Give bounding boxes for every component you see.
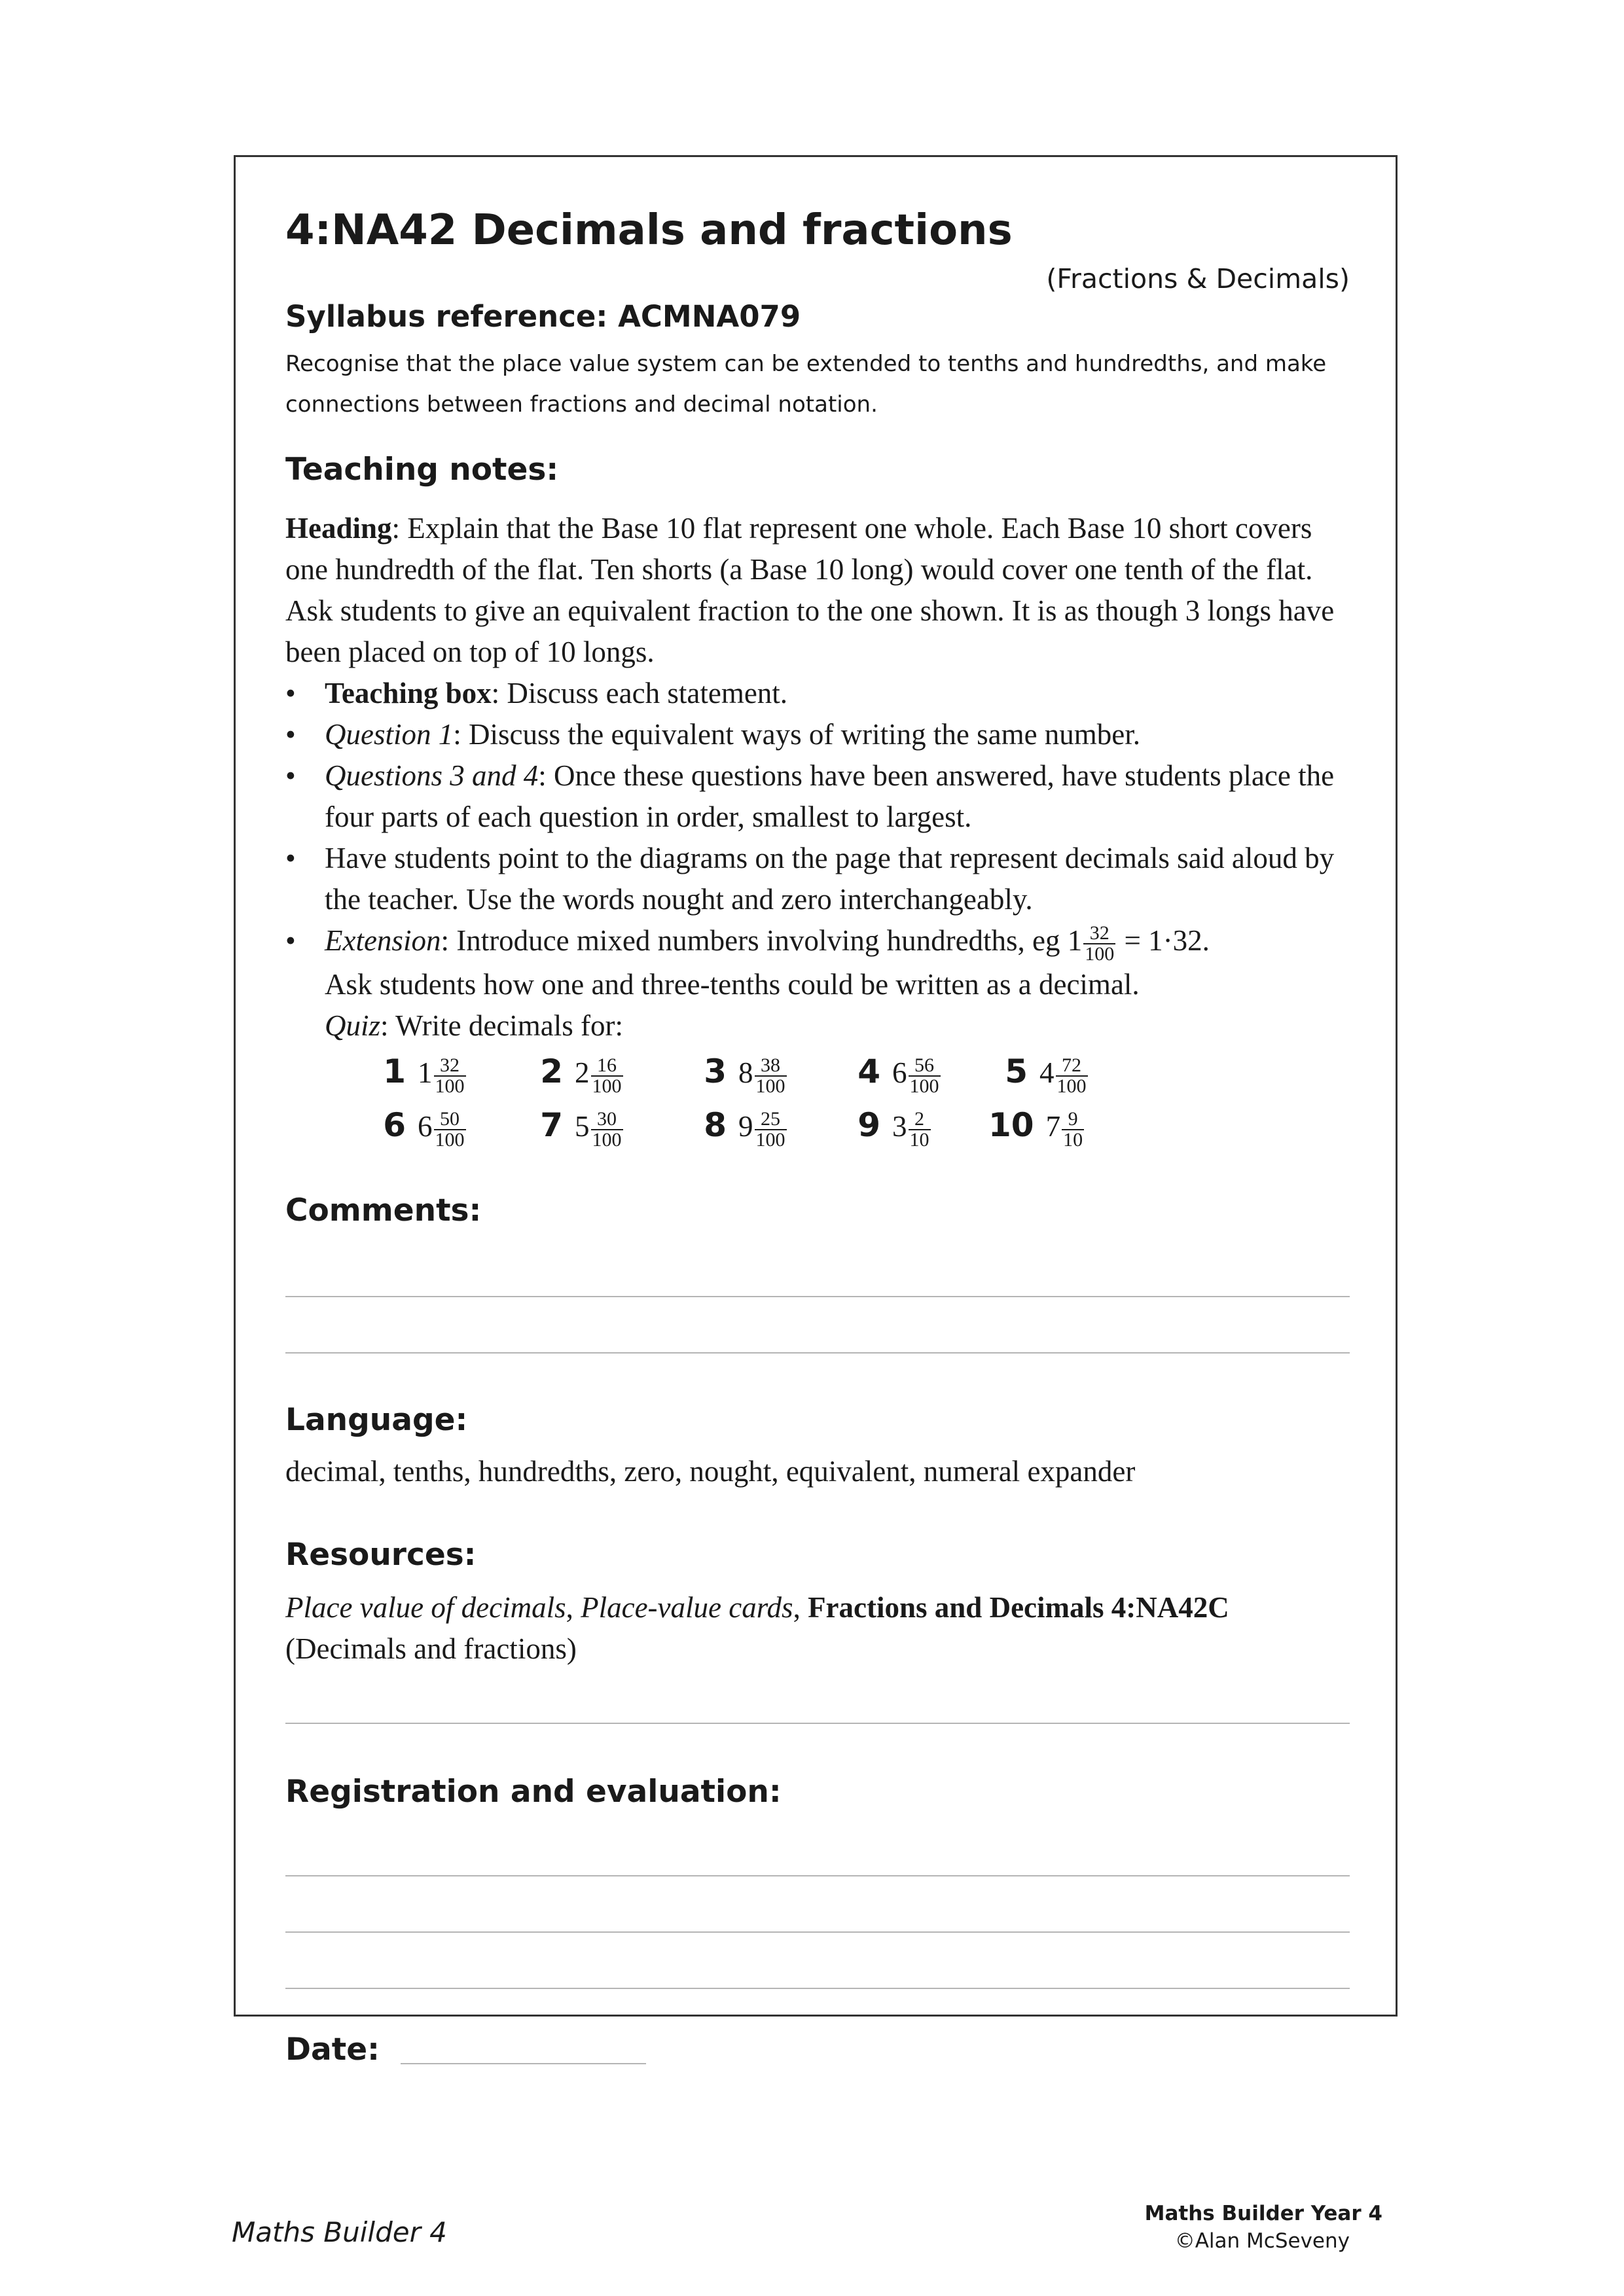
- quiz-number: 10: [988, 1106, 1034, 1144]
- fraction-denominator: 100: [592, 1128, 622, 1151]
- quiz-fraction: [591, 1056, 623, 1096]
- quiz-number: 4: [857, 1052, 880, 1090]
- fraction-numerator: 25: [755, 1109, 787, 1130]
- quiz-number: 6: [383, 1106, 406, 1144]
- fraction-numerator: 38: [755, 1056, 787, 1077]
- quiz-item: [687, 1106, 788, 1150]
- resource-item: (Decimals and fractions): [285, 1632, 577, 1665]
- quiz-whole: 6: [418, 1110, 433, 1143]
- extension-fraction: [1083, 924, 1115, 964]
- list-item: [285, 920, 1359, 1047]
- quiz-number: 1: [383, 1052, 406, 1090]
- fraction-denominator: 100: [592, 1075, 622, 1097]
- footer-left: Maths Builder 4: [232, 2216, 447, 2248]
- fraction-denominator: 10: [1063, 1128, 1083, 1151]
- quiz-whole: 7: [1045, 1110, 1061, 1143]
- fraction-numerator: 56: [909, 1056, 941, 1077]
- bullet-text: Have students point to the diagrams on the page that represent decimals said aloud by the teacher. Use the words nought and zero interchangeably.: [325, 842, 1335, 916]
- comments-heading: Comments:: [285, 1193, 482, 1229]
- list-item: [285, 714, 1359, 755]
- quiz-number: 7: [540, 1106, 563, 1144]
- quiz-text: : Write decimals for:: [380, 1009, 624, 1042]
- fraction-denominator: 100: [755, 1075, 785, 1097]
- fraction-denominator: 100: [435, 1128, 465, 1151]
- quiz-whole: 8: [738, 1056, 753, 1089]
- quiz-whole: 3: [892, 1110, 907, 1143]
- page-subtitle: (Fractions & Decimals): [1046, 263, 1350, 295]
- quiz-whole: 6: [892, 1056, 907, 1089]
- heading-note-text: : Explain that the Base 10 flat represent one whole. Each Base 10 short covers one hundredth of the flat. Ten shorts (a Base 10 long) would cover one tenth of the flat. Ask students to give an equivalent fraction to the one shown. It is as though 3 longs have been placed on top of 10 longs.: [285, 512, 1335, 668]
- quiz-item: [841, 1106, 932, 1150]
- quiz-number: 8: [704, 1106, 727, 1144]
- quiz-number: 5: [1005, 1052, 1028, 1090]
- fraction-numerator: 9: [1062, 1109, 1084, 1130]
- resource-item: Place value of decimals: [285, 1591, 566, 1624]
- bullet-text: : Discuss each statement.: [491, 677, 788, 709]
- comments-line[interactable]: [285, 1352, 1350, 1354]
- extension-text-after: = 1·32.: [1117, 924, 1210, 957]
- quiz-whole: 5: [575, 1110, 590, 1143]
- fraction-numerator: 2: [909, 1109, 931, 1130]
- quiz-whole: 1: [418, 1056, 433, 1089]
- list-item: [285, 838, 1359, 920]
- bullet-label: Question 1: [325, 718, 454, 751]
- quiz-fraction: [434, 1109, 466, 1150]
- extension-label: Extension: [325, 924, 441, 957]
- quiz-number: 9: [857, 1106, 880, 1144]
- quiz-fraction: [755, 1109, 787, 1150]
- comments-line[interactable]: [285, 1296, 1350, 1297]
- registration-line[interactable]: [285, 1988, 1350, 1989]
- fraction-denominator: 100: [435, 1075, 465, 1097]
- bullet-label: Teaching box: [325, 677, 492, 709]
- quiz-item: [841, 1052, 942, 1096]
- teaching-notes-heading: Teaching notes:: [285, 452, 559, 488]
- fraction-numerator: 32: [434, 1056, 466, 1077]
- heading-note-label: Heading: [285, 512, 392, 545]
- resource-item: Fractions and Decimals 4:NA42C: [808, 1591, 1229, 1624]
- quiz-whole: 9: [738, 1110, 753, 1143]
- quiz-number: 3: [704, 1052, 727, 1090]
- list-item: [285, 755, 1359, 838]
- quiz-item: [367, 1106, 467, 1150]
- quiz-whole: 4: [1039, 1056, 1055, 1089]
- fraction-numerator: 72: [1056, 1056, 1088, 1077]
- quiz-item: [524, 1106, 624, 1150]
- bullet-text: : Once these questions have been answered, have students place the four parts of each question in order, smallest to largest.: [325, 759, 1335, 833]
- syllabus-description: Recognise that the place value system can be extended to tenths and hundredths, and make connections between fractions and decimal notation.: [285, 351, 1327, 418]
- heading-note: [285, 508, 1359, 673]
- footer-copyright: ©Alan McSeveny: [1174, 2229, 1350, 2253]
- registration-line[interactable]: [285, 1875, 1350, 1876]
- resources-line[interactable]: [285, 1723, 1350, 1724]
- extension-line2: Ask students how one and three-tenths could be written as a decimal.: [325, 967, 1140, 1001]
- registration-heading: Registration and evaluation:: [285, 1774, 782, 1810]
- fraction-denominator: 100: [1056, 1075, 1087, 1097]
- quiz-item: [988, 1106, 1085, 1150]
- extension-text: : Introduce mixed numbers involving hundredths, eg 1: [441, 924, 1083, 957]
- fraction-numerator: 30: [591, 1109, 623, 1130]
- fraction-denominator: 100: [755, 1128, 785, 1151]
- quiz-item: [988, 1052, 1089, 1096]
- fraction-denominator: 100: [1085, 942, 1115, 965]
- teaching-notes: [285, 508, 1359, 1047]
- bullet-text: : Discuss the equivalent ways of writing the same number.: [453, 718, 1141, 751]
- quiz-fraction: [434, 1056, 466, 1096]
- quiz-fraction: [1062, 1109, 1084, 1150]
- footer-book-title: Maths Builder Year 4: [1144, 2202, 1382, 2225]
- resources-heading: Resources:: [285, 1537, 477, 1573]
- quiz-fraction: [755, 1056, 787, 1096]
- language-heading: Language:: [285, 1402, 468, 1438]
- quiz-fraction: [591, 1109, 623, 1150]
- registration-line[interactable]: [285, 1931, 1350, 1933]
- syllabus-heading: Syllabus reference: ACMNA079: [285, 299, 801, 334]
- fraction-denominator: 10: [909, 1128, 929, 1151]
- fraction-numerator: 16: [591, 1056, 623, 1077]
- quiz-fraction: [1056, 1056, 1088, 1096]
- quiz-item: [367, 1052, 467, 1096]
- quiz-label: Quiz: [325, 1009, 381, 1042]
- date-line[interactable]: [401, 2063, 646, 2064]
- teaching-notes-list: [285, 673, 1359, 1047]
- quiz-whole: 2: [575, 1056, 590, 1089]
- quiz-number: 2: [540, 1052, 563, 1090]
- quiz-item: [524, 1052, 624, 1096]
- resource-separator: ,: [793, 1591, 808, 1624]
- fraction-denominator: 100: [909, 1075, 939, 1097]
- fraction-numerator: 32: [1083, 924, 1115, 944]
- list-item: [285, 673, 1359, 714]
- resources-text: [285, 1587, 1359, 1670]
- resource-separator: ,: [566, 1591, 581, 1624]
- page-title: 4:NA42 Decimals and fractions: [285, 206, 1013, 255]
- date-label: Date:: [285, 2032, 380, 2068]
- quiz-item: [687, 1052, 788, 1096]
- language-text: decimal, tenths, hundredths, zero, nought, equivalent, numeral expander: [285, 1455, 1136, 1488]
- resource-item: Place-value cards: [581, 1591, 793, 1624]
- quiz-fraction: [909, 1056, 941, 1096]
- quiz-fraction: [909, 1109, 931, 1150]
- bullet-label: Questions 3 and 4: [325, 759, 539, 792]
- fraction-numerator: 50: [434, 1109, 466, 1130]
